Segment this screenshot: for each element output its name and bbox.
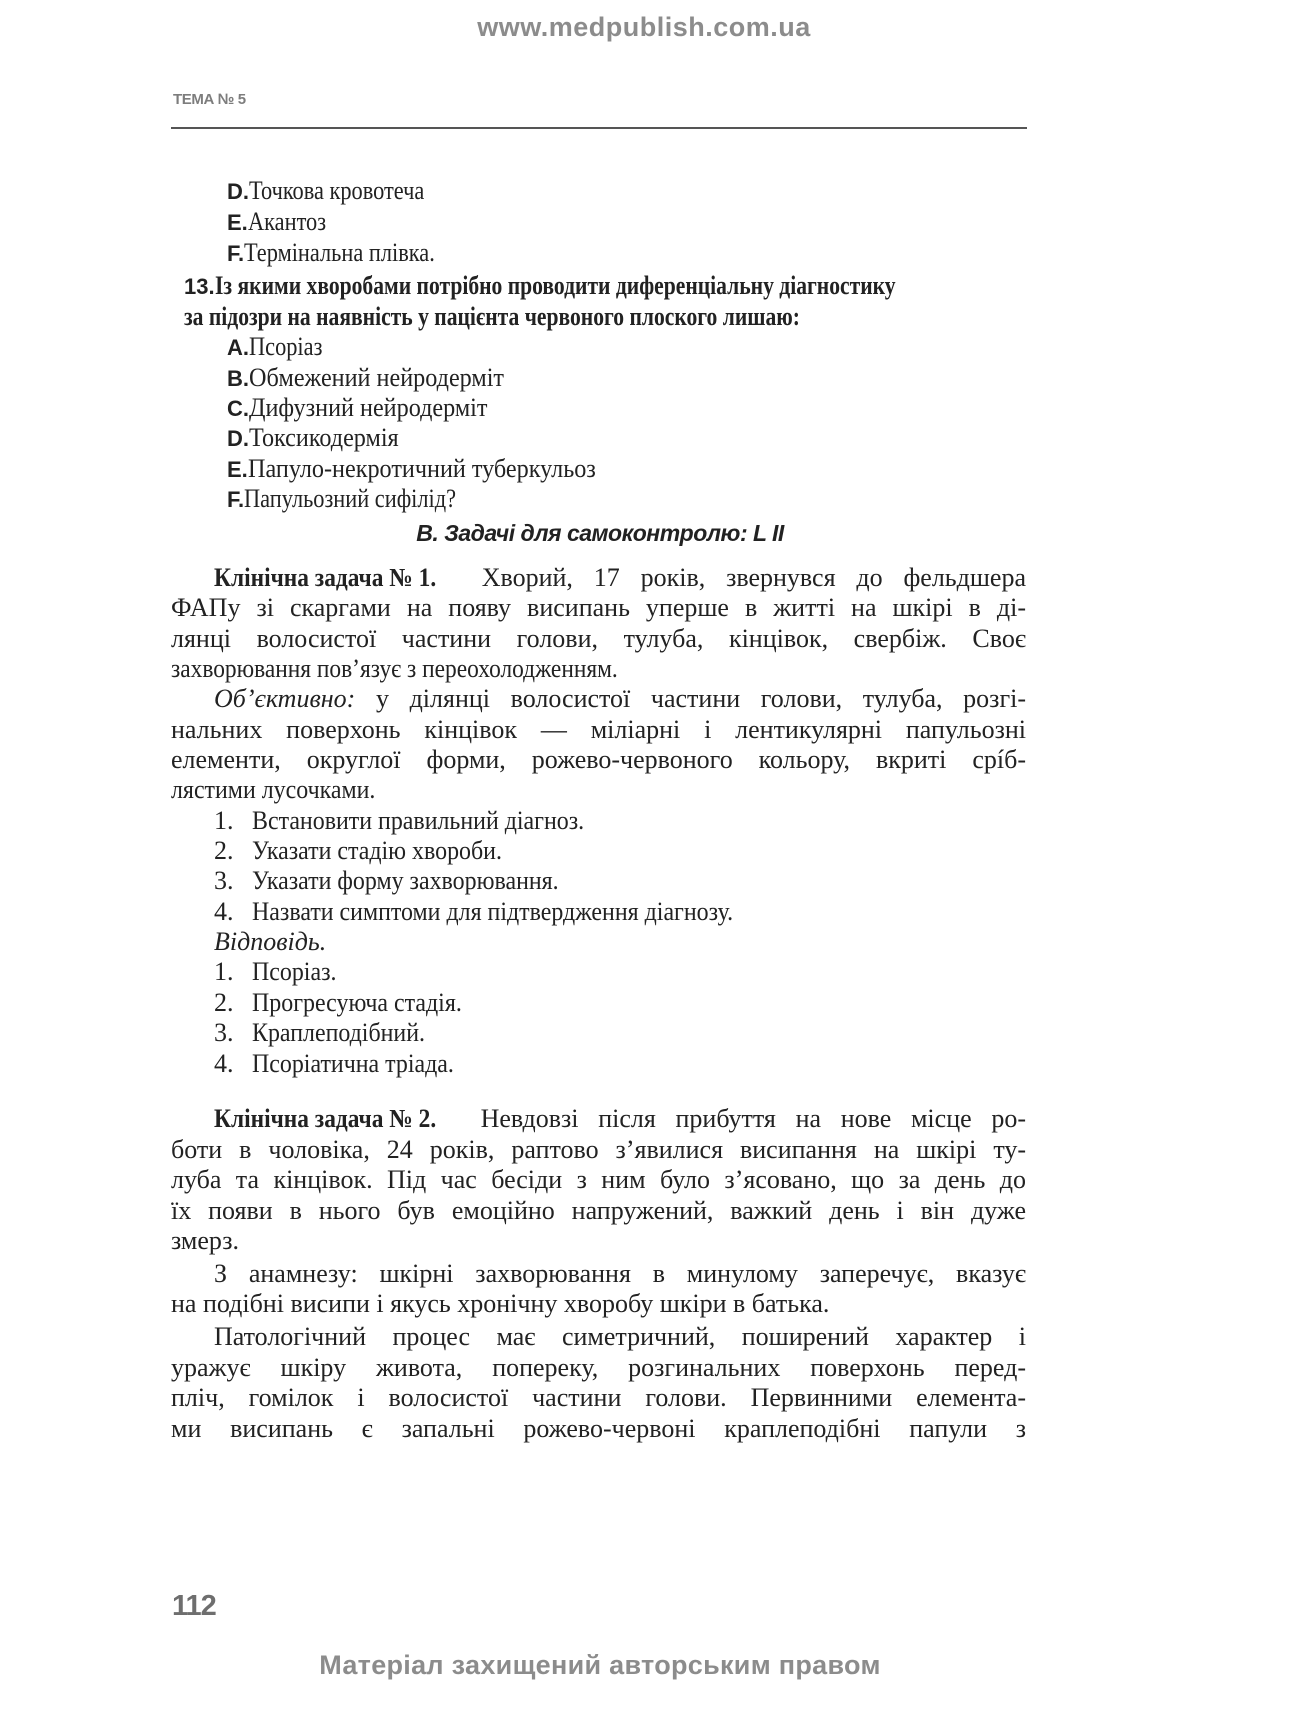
list-number: 1.: [214, 806, 234, 835]
list-number: 4.: [214, 897, 234, 926]
list-number: 2.: [214, 836, 234, 865]
option-text: Акантоз: [247, 207, 326, 236]
list-text: Псоріатична тріада.: [252, 1049, 454, 1078]
answer-label: [214, 927, 326, 957]
option-letter: E.: [227, 457, 248, 482]
option-letter: F.: [227, 241, 245, 266]
list-text: Встановити правильний діагноз.: [252, 806, 585, 835]
task-1-text: захворювання пов’язує з переохолодженням.: [171, 654, 618, 683]
header-rule: [171, 127, 1027, 129]
process-line: уражує шкіру живота, попереку, розгинальних поверхонь перед-: [171, 1353, 1026, 1382]
objective-text: у ділянці волосистої частини голови, тулуба, розгі-: [375, 684, 1027, 713]
question-text: Із якими хворобами потрібно проводити диференціальну діагностику: [214, 271, 896, 300]
task-2-line: змерз.: [171, 1226, 239, 1255]
list-number: 4.: [214, 1049, 234, 1078]
page-number: 112: [172, 1590, 216, 1622]
list-number: 2.: [214, 988, 234, 1017]
option-text: Псоріаз: [249, 332, 323, 361]
task-list-item: [214, 866, 585, 896]
anamnesis-line: З анамнезу: шкірні захворювання в минулому заперечує, вказує: [214, 1259, 1026, 1288]
option-text: Термінальна плівка.: [244, 238, 435, 267]
answer-label-text: Відповідь.: [214, 927, 327, 956]
task-1-line: [214, 563, 1026, 593]
anamnesis-line: на подібні висипи і якусь хронічну хворобу шкіри в батька.: [171, 1289, 830, 1318]
process-line: ми висипань є запальні рожево-червоні краплеподібні папули з: [171, 1414, 1026, 1443]
process-line: пліч, гомілок і волосистої частини голови. Первинними елемента-: [171, 1383, 1026, 1412]
running-head: ТЕМА № 5: [173, 91, 246, 108]
task-list-item: [214, 806, 613, 836]
task-2-line: їх появи в нього був емоційно напружений, важкий день і він дуже: [171, 1196, 1026, 1225]
list-text: Указати форму захворювання.: [252, 866, 559, 895]
watermark-site-url: www.medpublish.com.ua: [477, 12, 811, 42]
list-text: Краплеподібний.: [252, 1018, 426, 1047]
objective-line: елементи, округлої форми, рожево-червоного кольору, вкриті срíб-: [171, 745, 1026, 774]
option-letter: F.: [227, 487, 245, 512]
task-1-line: [171, 654, 667, 684]
option-item: [214, 454, 491, 515]
process-line: Патологічний процес має симетричний, поширений характер і: [214, 1322, 1026, 1351]
objective-text: лястими лусочками.: [171, 775, 376, 804]
option-text: Токсикодермія: [249, 423, 399, 452]
question-text: за підозри на наявність у пацієнта червоного плоского лишаю:: [184, 302, 800, 331]
section-heading: B. Задачі для самоконтролю: L II: [416, 520, 784, 546]
answer-list-item: [214, 1049, 471, 1079]
list-text: Указати стадію хвороби.: [252, 836, 502, 865]
task-2-line: [214, 1104, 1026, 1134]
task-2-text: Невдовзі після прибуття на нове місце ро-: [480, 1104, 1026, 1133]
option-letter: D.: [227, 426, 249, 451]
option-letter: A.: [227, 335, 249, 360]
task-list-item: [214, 897, 775, 927]
objective-line: [214, 684, 1026, 714]
list-text: Назвати симптоми для підтвердження діагнозу.: [252, 897, 734, 926]
answer-list-item: [214, 1018, 440, 1048]
question-number: 13.: [184, 274, 215, 299]
list-number: 3.: [214, 1018, 234, 1047]
option-letter: C.: [227, 396, 249, 421]
option-text: Точкова кровотеча: [249, 176, 425, 205]
answer-list-item: [214, 988, 480, 1018]
task-2-title: Клінічна задача № 2.: [214, 1104, 437, 1133]
option-text: Дифузний нейродерміт: [249, 393, 488, 422]
task-2-line: боти в чоловіка, 24 років, раптово з’явилися висипання на шкірі ту-: [171, 1135, 1026, 1164]
answer-list-item: [214, 957, 344, 987]
option-letter: B.: [227, 366, 249, 391]
option-text: Папульозний сифілід?: [244, 484, 457, 513]
objective-label: Об’єктивно:: [214, 684, 356, 713]
option-letter: D.: [227, 179, 249, 204]
objective-line: нальних поверхонь кінцівок — міліарні і лентикулярні папульозні: [171, 715, 1026, 744]
task-1-title: Клінічна задача № 1.: [214, 563, 437, 592]
task-1-line: ФАПу зі скаргами на появу висипань уперше в житті на шкірі в ді-: [171, 593, 1026, 622]
watermark-copyright: Матеріал захищений авторським правом: [319, 1650, 881, 1680]
list-number: 1.: [214, 957, 234, 986]
list-number: 3.: [214, 866, 234, 895]
option-letter: E.: [227, 210, 248, 235]
option-text: Папуло-некротичний туберкульоз: [247, 454, 596, 483]
option-text: Обмежений нейродерміт: [249, 363, 504, 392]
objective-line: [171, 775, 393, 805]
task-1-text: Хворий, 17 років, звернувся до фельдшера: [481, 563, 1026, 592]
task-1-line: лянці волосистої частини голови, тулуба, кінцівок, свербіж. Своє: [171, 624, 1026, 653]
task-list-item: [214, 836, 524, 866]
task-2-line: луба та кінцівок. Під час бесіди з ним було з’ясовано, що за день до: [171, 1165, 1026, 1194]
list-text: Прогресуюча стадія.: [252, 988, 462, 1017]
list-text: Псоріаз.: [252, 957, 337, 986]
